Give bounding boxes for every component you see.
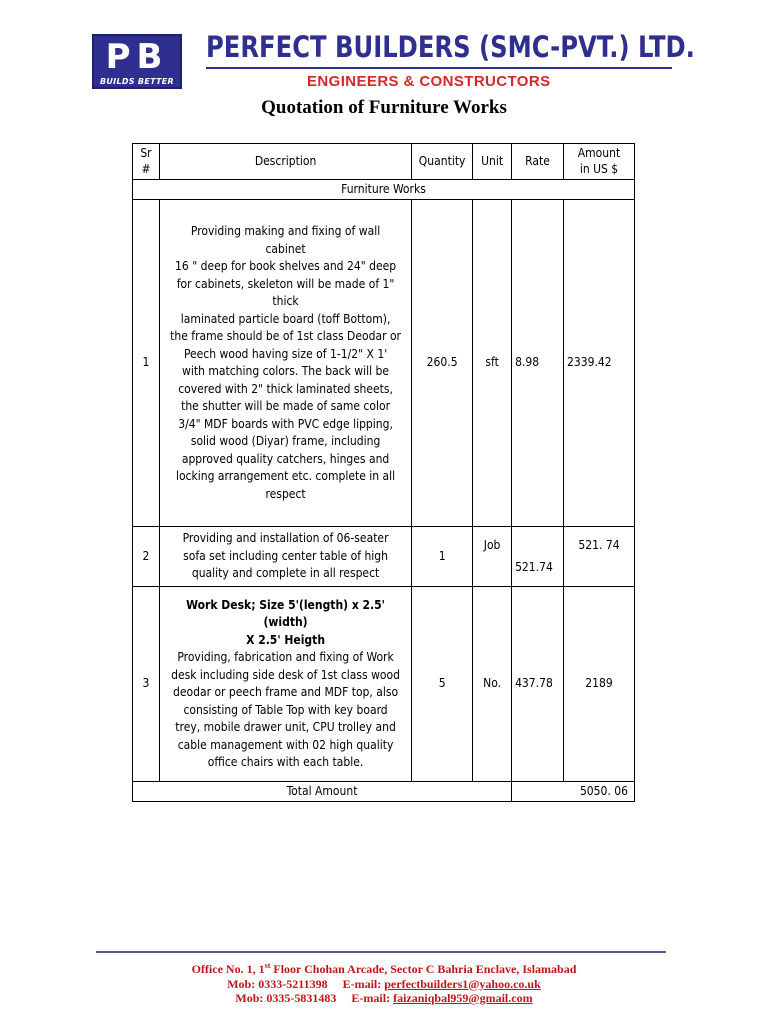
description-line: trey, mobile drawer unit, CPU trolley and (175, 720, 396, 734)
row-description (159, 587, 411, 782)
header-amount: Amount in US $ (564, 144, 635, 180)
header-sr: Sr # (133, 144, 160, 180)
row-unit: No. (473, 587, 512, 782)
table-row (133, 587, 635, 782)
table-header-row (133, 144, 635, 180)
description-line: office chairs with each table. (207, 755, 364, 769)
footer-contact-line-2: Mob: 0335-5831483 E-mail: faizaniqbal959@gmail.com (235, 991, 533, 1005)
description-text (163, 530, 408, 583)
company-subtitle: ENGINEERS & CONSTRUCTORS (307, 73, 551, 90)
header-unit: Unit (473, 144, 512, 180)
table-row (133, 527, 635, 587)
header-description: Description (159, 144, 411, 180)
description-line: 3/4" MDF boards with PVC edge lipping, (178, 416, 393, 431)
quotation-table (132, 143, 635, 802)
footer-email-link-2[interactable]: faizaniqbal959@gmail.com (393, 991, 533, 1005)
description-line: quality and complete in all respect (191, 566, 380, 581)
row-unit: Job (473, 527, 512, 587)
row-amount: 521. 74 (564, 527, 635, 587)
footer-divider (96, 951, 666, 953)
total-row (133, 782, 635, 802)
section-row (133, 180, 635, 200)
document-title: Quotation of Furniture Works (261, 97, 507, 118)
row-rate: 8.98 (512, 200, 564, 527)
section-label: Furniture Works (133, 180, 635, 200)
description-line: with matching colors. The back will be (182, 364, 390, 378)
logo-letters: PB (105, 37, 169, 77)
description-line: covered with 2" thick laminated sheets, (178, 381, 393, 396)
row-sr: 2 (133, 527, 160, 587)
logo-tagline: BUILDS BETTER (99, 77, 175, 86)
description-line: locking arrangement etc. complete in all (175, 469, 396, 483)
row-sr: 3 (133, 587, 160, 782)
description-line: Peech wood having size of 1-1/2" X 1' (183, 346, 388, 361)
row-amount: 2339.42 (564, 200, 635, 527)
description-line: Providing, fabrication and fixing of Work (177, 650, 394, 664)
footer-contact-line-1: Mob: 0333-5211398 E-mail: perfectbuilders1@yahoo.co.uk (227, 976, 541, 991)
description-heading (163, 597, 408, 650)
row-description (159, 200, 411, 527)
row-quantity: 260.5 (412, 200, 473, 527)
row-quantity: 5 (412, 587, 473, 782)
company-logo (92, 34, 182, 89)
description-line: the frame should be of 1st class Deodar or (170, 329, 401, 343)
description-line: desk including side desk of 1st class wood (171, 667, 400, 682)
row-description (159, 527, 411, 587)
footer-contact (0, 962, 768, 1006)
footer-address: Office No. 1, 1st Floor Chohan Arcade, Sector C Bahria Enclave, Islamabad (191, 961, 577, 976)
description-line: deodar or peech frame and MDF top, also (173, 685, 399, 699)
header-rate: Rate (512, 144, 564, 180)
description-line: Work Desk; Size 5'(length) x 2.5' (width) (186, 597, 385, 629)
header-divider (206, 67, 672, 69)
row-quantity: 1 (412, 527, 473, 587)
description-line: thick (272, 294, 299, 308)
description-line: respect (265, 486, 306, 501)
description-line: sofa set including center table of high (183, 548, 389, 563)
footer-mobile-2: Mob: 0335-5831483 (235, 991, 337, 1005)
description-text (163, 223, 408, 503)
description-line: solid wood (Diyar) frame, including (190, 434, 381, 448)
description-line: consisting of Table Top with key board (183, 702, 388, 717)
description-line: approved quality catchers, hinges and (181, 451, 390, 466)
company-name: PERFECT BUILDERS (SMC-PVT.) LTD. (206, 30, 695, 64)
row-sr: 1 (133, 200, 160, 527)
description-text (163, 649, 408, 772)
header-quantity: Quantity (412, 144, 473, 180)
description-line: Providing and installation of 06-seater (182, 531, 389, 546)
table-row (133, 200, 635, 527)
description-line: X 2.5' Heigth (246, 632, 326, 647)
description-line: the shutter will be made of same color (181, 399, 391, 413)
description-line: Providing making and fixing of wall (190, 224, 381, 238)
row-amount: 2189 (564, 587, 635, 782)
row-unit: sft (473, 200, 512, 527)
description-line: for cabinets, skeleton will be made of 1" (176, 276, 395, 291)
total-label: Total Amount (133, 782, 512, 802)
description-line: cabinet (265, 241, 306, 256)
description-line: laminated particle board (toff Bottom), (180, 311, 391, 326)
footer-mobile-1: Mob: 0333-5211398 (227, 976, 328, 991)
footer-email-link-1[interactable]: perfectbuilders1@yahoo.co.uk (384, 976, 541, 991)
description-line: 16 " deep for book shelves and 24" deep (175, 259, 397, 273)
row-rate: 521.74 (512, 527, 564, 587)
row-rate: 437.78 (512, 587, 564, 782)
total-value: 5050. 06 (512, 782, 635, 802)
description-line: cable management with 02 high quality (177, 737, 394, 752)
